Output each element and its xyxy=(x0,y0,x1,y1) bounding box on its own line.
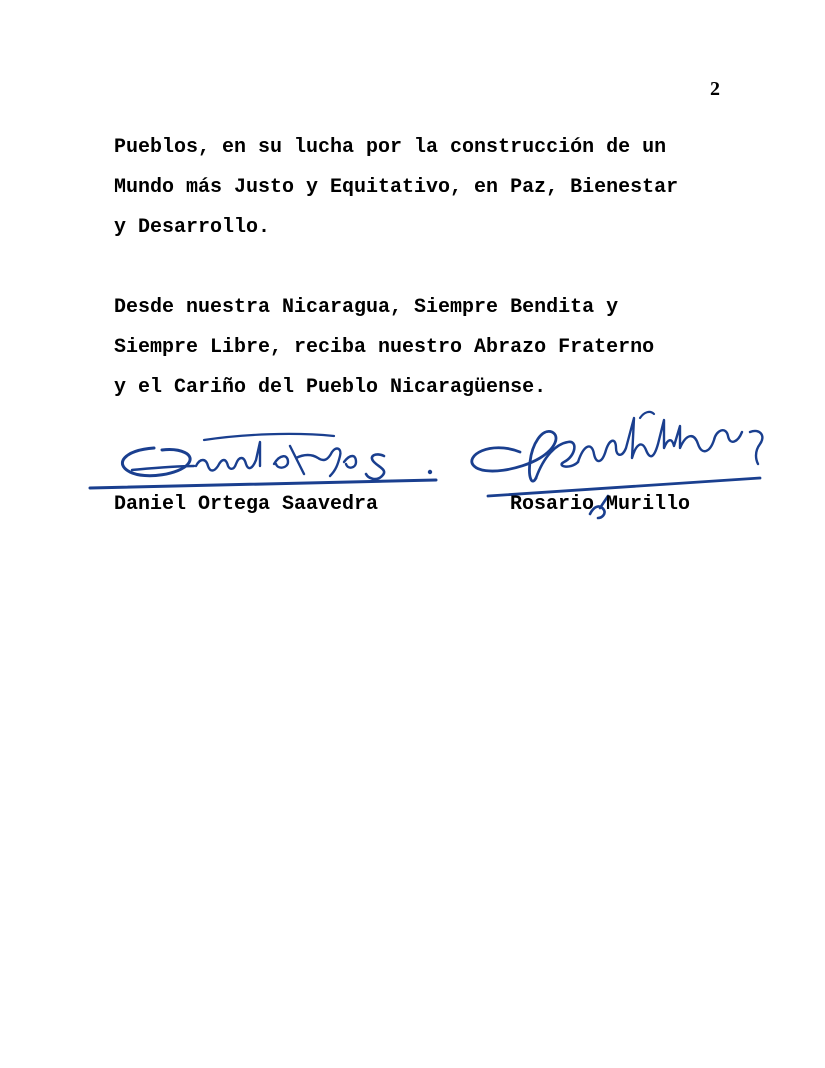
paragraph-line: Mundo más Justo y Equitativo, en Paz, Bienestar xyxy=(114,176,679,199)
farewell-paragraph xyxy=(114,288,724,408)
signer-name-left: Daniel Ortega Saavedra xyxy=(114,493,379,516)
paragraph-line: Pueblos, en su lucha por la construcción de un xyxy=(114,136,667,159)
closing-paragraph xyxy=(114,128,724,248)
page-number: 2 xyxy=(710,78,720,100)
signer-name-right: Rosario Murillo xyxy=(510,493,691,516)
paragraph-line: Siempre Libre, reciba nuestro Abrazo Fraterno xyxy=(114,336,655,359)
paragraph-line: y Desarrollo. xyxy=(114,216,271,239)
paragraph-line: Desde nuestra Nicaragua, Siempre Bendita y xyxy=(114,296,619,319)
paragraph-line: y el Cariño del Pueblo Nicaragüense. xyxy=(114,376,547,399)
